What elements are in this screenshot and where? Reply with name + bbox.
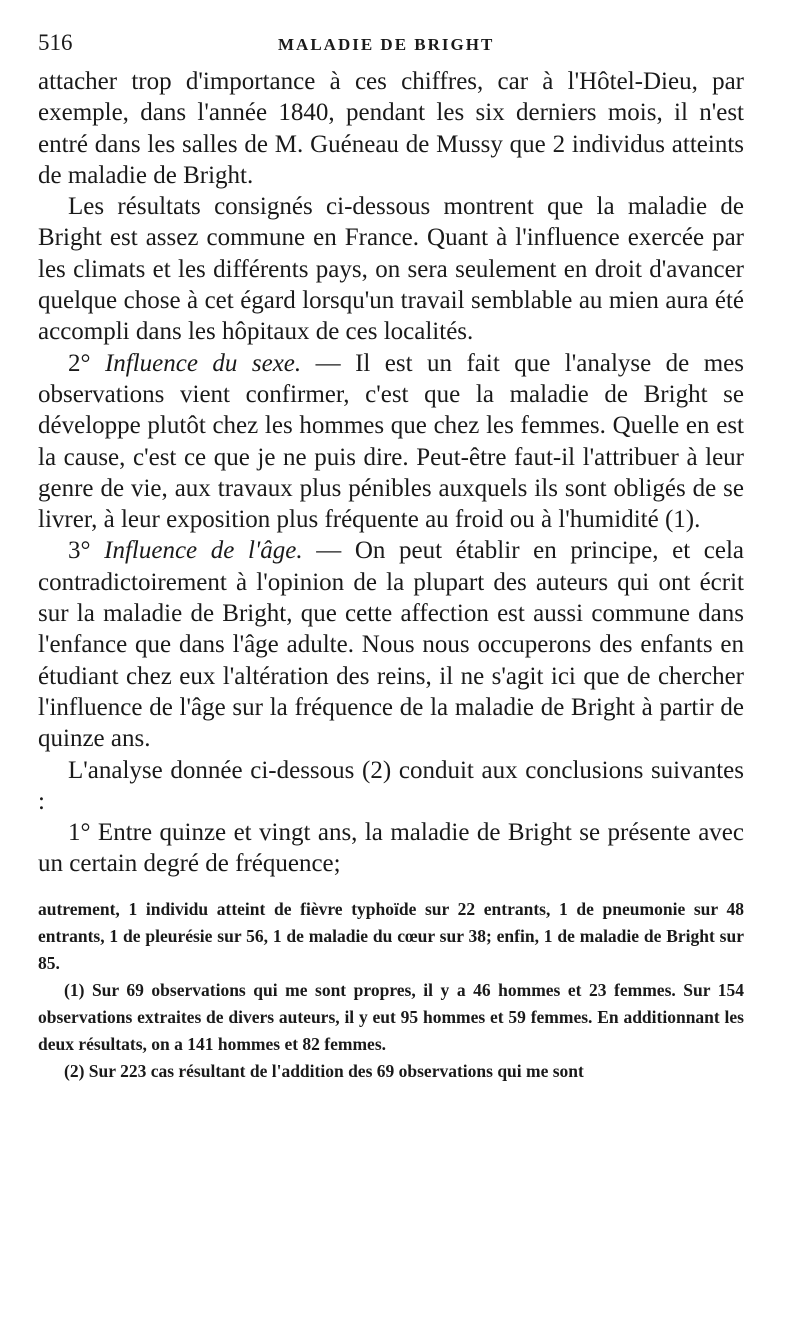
page-number: 516: [38, 30, 73, 55]
footnote: (1) Sur 69 observations qui me sont propres, il y a 46 hommes et 23 femmes. Sur 154 observations extraites de divers auteurs, il y eut 95 hommes et 59 femmes. En additionnant les deux résultats, on a 141 hommes et 82 femmes.: [38, 979, 744, 1054]
section-number: 2°: [68, 349, 105, 377]
main-text: [38, 66, 744, 880]
footnote-continuation: autrement, 1 individu atteint de fièvre typhoïde sur 22 entrants, 1 de pneumonie sur 48 entrants, 1 de pleurésie sur 56, 1 de maladie du cœur sur 38; enfin, 1 de maladie de Bright sur 85.: [38, 898, 744, 973]
footnote: (2) Sur 223 cas résultant de l'addition des 69 observations qui me sont: [64, 1060, 584, 1081]
section-heading: Influence du sexe.: [104, 349, 302, 377]
section-heading: Influence de l'âge.: [104, 537, 303, 565]
paragraph: Les résultats consignés ci-dessous montrent que la maladie de Bright est assez commune en France. Quant à l'influence exercée par les climats et les différents pays, on sera seulement en droit d'avancer quelque chose à cet égard lorsqu'un travail semblable au mien aura été accompli dans les hôpitaux de ces localités.: [38, 193, 744, 346]
paragraph: attacher trop d'importance à ces chiffres, car à l'Hôtel-Dieu, par exemple, dans l'année 1840, pendant les six derniers mois, il n'est entré dans les salles de M. Guéneau de Mussy que 2 individus atteints de maladie de Bright.: [38, 68, 744, 189]
paragraph: 2° Influence du sexe. — Il est un fait que l'analyse de mes observations vient confirmer, c'est que la maladie de Bright se développe plutôt chez les hommes que chez les femmes. Quelle en est la cause, c'est ce que je ne puis dire. Peut-être faut-il l'attribuer à leur genre de vie, aux travaux plus pénibles auxquels ils sont obligés de se livrer, à leur exposition plus fréquente au froid ou à l'humidité (1).: [38, 349, 745, 534]
section-number: 3°: [68, 537, 105, 565]
paragraph: L'analyse donnée ci-dessous (2) conduit aux conclusions suivantes :: [38, 756, 744, 815]
footnotes: [38, 896, 744, 1085]
running-title: MALADIE DE BRIGHT: [278, 35, 495, 54]
page-header: [38, 30, 744, 66]
paragraph: 3° Influence de l'âge. — On peut établir en principe, et cela contradictoirement à l'opinion de la plupart des auteurs qui ont écrit sur la maladie de Bright, que cette affection est aussi commune dans l'enfance que dans l'âge adulte. Nous nous occuperons des enfants en étudiant chez eux l'altération des reins, il ne s'agit ici que de chercher l'influence de l'âge sur la fréquence de la maladie de Bright à partir de quinze ans.: [38, 537, 745, 753]
paragraph: 1° Entre quinze et vingt ans, la maladie de Bright se présente avec un certain degré de fréquence;: [38, 819, 744, 878]
